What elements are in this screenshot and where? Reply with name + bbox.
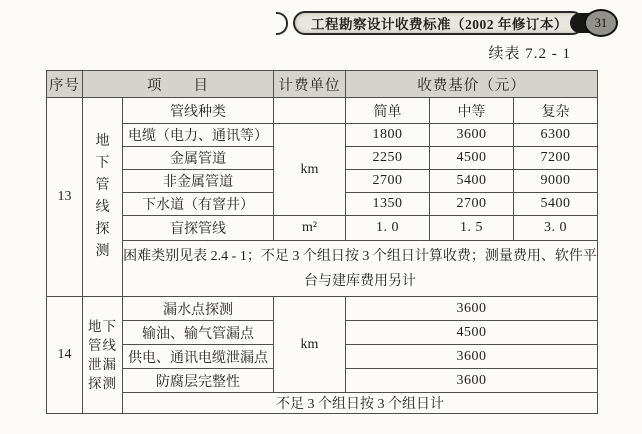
row13-item-complex: 5400 [514, 193, 598, 216]
row13-item-complex: 9000 [514, 170, 598, 193]
row13-blind-unit: m² [274, 216, 346, 241]
row14-unit-km: km [274, 297, 346, 393]
subheader-simple: 简单 [346, 98, 430, 124]
row14-note-row [47, 393, 598, 414]
row13-category-label: 地下管线探测 [95, 134, 110, 259]
running-head-title: 工程勘察设计收费标准（2002 年修订本） [311, 17, 568, 32]
row13-item-label: 金属管道 [123, 147, 274, 170]
row13-item-medium: 4500 [430, 147, 514, 170]
fee-table [46, 70, 598, 414]
page-number-badge [570, 9, 618, 37]
row14-item-label: 防腐层完整性 [123, 369, 274, 393]
row13-item-simple: 1350 [346, 193, 430, 216]
row14-item-price: 3600 [346, 345, 598, 369]
row13-unit-km: km [274, 124, 346, 216]
row14-seq: 14 [47, 297, 83, 414]
row14-item-label: 供电、通讯电缆泄漏点 [123, 345, 274, 369]
header-price: 收费基价（元） [346, 71, 598, 98]
row13-item-simple: 2700 [346, 170, 430, 193]
subheader-row [47, 98, 598, 124]
table-caption: 续表 7.2 - 1 [488, 46, 571, 62]
row13-item-medium: 3600 [430, 124, 514, 147]
table-row [47, 216, 598, 241]
header-item: 项 目 [83, 71, 274, 98]
table-row [47, 124, 598, 147]
row13-item-medium: 5400 [430, 170, 514, 193]
table-header-row [47, 71, 598, 98]
subheader-unit-empty [274, 98, 346, 124]
page-number-circle [584, 9, 618, 37]
row13-blind-medium: 1. 5 [430, 216, 514, 241]
row13-item-label: 非金属管道 [123, 170, 274, 193]
table-row [47, 297, 598, 321]
subheader-pipeline-type: 管线种类 [123, 98, 274, 124]
row13-note-row [47, 241, 598, 297]
row14-note: 不足 3 个组日按 3 个组日计 [123, 393, 598, 414]
row14-item-price: 3600 [346, 369, 598, 393]
row14-item-label: 漏水点探测 [123, 297, 274, 321]
row13-item-medium: 2700 [430, 193, 514, 216]
subheader-complex: 复杂 [514, 98, 598, 124]
row13-seq: 13 [47, 98, 83, 297]
row14-item-label: 输油、输气管漏点 [123, 321, 274, 345]
row13-item-label: 下水道（有窨井） [123, 193, 274, 216]
row13-category [83, 98, 123, 297]
running-head-banner [293, 11, 584, 35]
row14-item-price: 4500 [346, 321, 598, 345]
row13-item-complex: 6300 [514, 124, 598, 147]
header-seq: 序号 [47, 71, 83, 98]
row13-blind-label: 盲探管线 [123, 216, 274, 241]
page-number: 31 [594, 15, 608, 30]
banner-crescent-icon [276, 12, 288, 35]
page-header [276, 10, 618, 36]
row13-item-label: 电缆（电力、通讯等） [123, 124, 274, 147]
row13-item-complex: 7200 [514, 147, 598, 170]
row13-blind-complex: 3. 0 [514, 216, 598, 241]
row14-item-price: 3600 [346, 297, 598, 321]
row13-item-simple: 2250 [346, 147, 430, 170]
header-unit: 计费单位 [274, 71, 346, 98]
row13-note: 困难类别见表 2.4 - 1；不足 3 个组日按 3 个组日计算收费；测量费用、软件平台与建库费用另计 [123, 241, 598, 297]
subheader-medium: 中等 [430, 98, 514, 124]
row14-category [83, 297, 123, 414]
row13-item-simple: 1800 [346, 124, 430, 147]
row13-blind-simple: 1. 0 [346, 216, 430, 241]
row14-category-label: 地下管线泄漏探测 [88, 319, 117, 391]
